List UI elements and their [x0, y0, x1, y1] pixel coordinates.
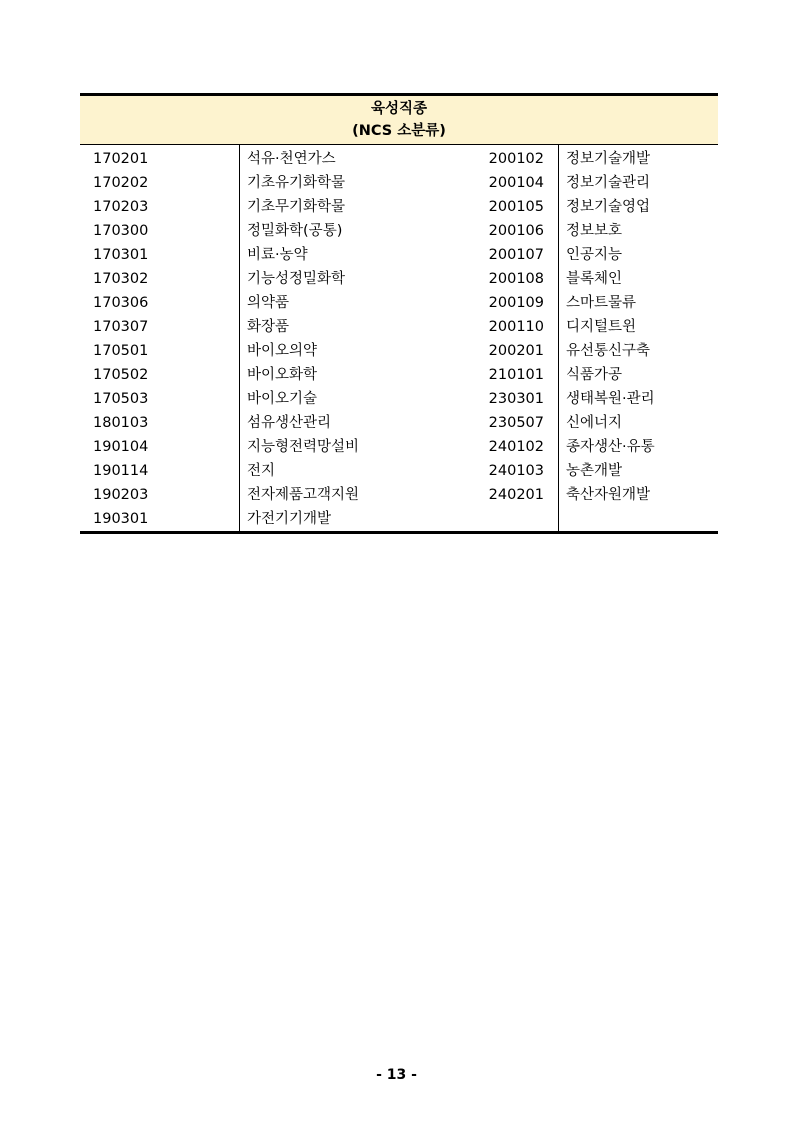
- occupation-code: 240102: [399, 435, 559, 459]
- occupation-code: 200107: [399, 243, 559, 267]
- table-header: [80, 95, 718, 145]
- occupation-name: 축산자원개발: [566, 487, 651, 503]
- occupation-name: 비료·농약: [247, 247, 308, 263]
- table-row: [80, 459, 718, 483]
- occupation-code: 200110: [399, 315, 559, 339]
- occupation-name: 블록체인: [566, 271, 623, 287]
- occupation-name: 기초유기화학물: [247, 175, 346, 191]
- occupation-name: 섬유생산관리: [247, 415, 332, 431]
- occupation-code: 170202: [80, 171, 240, 195]
- occupation-name: 생태복원·관리: [566, 391, 655, 407]
- occupation-code: 170306: [80, 291, 240, 315]
- table-row: [80, 145, 718, 172]
- occupation-name: 전지: [247, 463, 276, 479]
- occupation-name: 의약품: [247, 295, 290, 311]
- occupation-name: 정보기술개발: [566, 151, 651, 167]
- table-row: [80, 411, 718, 435]
- occupation-code: 170300: [80, 219, 240, 243]
- table-row: [80, 219, 718, 243]
- occupation-code: 200106: [399, 219, 559, 243]
- occupation-code: 170503: [80, 387, 240, 411]
- page-number: - 13 -: [376, 1067, 417, 1083]
- occupation-code: 200109: [399, 291, 559, 315]
- table-row: [80, 291, 718, 315]
- occupation-name: 디지털트윈: [566, 319, 637, 335]
- occupation-code: 170501: [80, 339, 240, 363]
- occupation-code: 200104: [399, 171, 559, 195]
- table-row: [80, 243, 718, 267]
- table-row: [80, 507, 718, 533]
- occupation-name: 바이오화학: [247, 367, 318, 383]
- table-row: [80, 267, 718, 291]
- table-header-row: [80, 95, 718, 145]
- ncs-occupation-table: [80, 93, 718, 534]
- ncs-occupation-table-container: [80, 93, 718, 534]
- occupation-name: 정보기술관리: [566, 175, 651, 191]
- occupation-name: 바이오기술: [247, 391, 318, 407]
- table-row: [80, 195, 718, 219]
- occupation-code: [399, 507, 559, 533]
- occupation-code: 210101: [399, 363, 559, 387]
- table-row: [80, 387, 718, 411]
- occupation-name: 지능형전력망설비: [247, 439, 360, 455]
- table-body: [80, 145, 718, 533]
- occupation-code: 200201: [399, 339, 559, 363]
- occupation-name: 가전기기개발: [240, 507, 400, 533]
- occupation-code: 200105: [399, 195, 559, 219]
- occupation-name: 식품가공: [566, 367, 623, 383]
- table-row: [80, 339, 718, 363]
- occupation-name: 신에너지: [566, 415, 623, 431]
- occupation-code: 200102: [399, 145, 559, 172]
- occupation-name: 정밀화학(공통): [247, 223, 343, 239]
- occupation-name: 종자생산·유통: [566, 439, 655, 455]
- occupation-code: 230507: [399, 411, 559, 435]
- occupation-code: 170302: [80, 267, 240, 291]
- occupation-name: [559, 507, 719, 533]
- occupation-name: 정보보호: [566, 223, 623, 239]
- occupation-name: 정보기술영업: [566, 199, 651, 215]
- occupation-name: 기능성정밀화학: [247, 271, 346, 287]
- occupation-code: 190203: [80, 483, 240, 507]
- occupation-name: 화장품: [247, 319, 290, 335]
- occupation-name: 스마트물류: [566, 295, 637, 311]
- occupation-code: 170502: [80, 363, 240, 387]
- header-subtitle: (NCS 소분류): [352, 123, 446, 139]
- occupation-code: 190301: [80, 507, 240, 533]
- table-row: [80, 483, 718, 507]
- occupation-name: 전자제품고객지원: [247, 487, 360, 503]
- occupation-code: 240201: [399, 483, 559, 507]
- occupation-name: 농촌개발: [566, 463, 623, 479]
- occupation-code: 230301: [399, 387, 559, 411]
- occupation-code: 190114: [80, 459, 240, 483]
- occupation-code: 170203: [80, 195, 240, 219]
- header-title: 육성직종: [370, 101, 428, 117]
- occupation-code: 170307: [80, 315, 240, 339]
- occupation-name: 석유·천연가스: [247, 151, 336, 167]
- occupation-name: 기초무기화학물: [247, 199, 346, 215]
- occupation-name: 인공지능: [566, 247, 623, 263]
- occupation-code: 170201: [80, 145, 240, 172]
- occupation-code: 170301: [80, 243, 240, 267]
- occupation-code: 180103: [80, 411, 240, 435]
- occupation-code: 190104: [80, 435, 240, 459]
- occupation-name: 바이오의약: [247, 343, 318, 359]
- table-row: [80, 363, 718, 387]
- occupation-name: 유선통신구축: [566, 343, 651, 359]
- table-row: [80, 171, 718, 195]
- table-row: [80, 315, 718, 339]
- table-row: [80, 435, 718, 459]
- occupation-code: 240103: [399, 459, 559, 483]
- occupation-code: 200108: [399, 267, 559, 291]
